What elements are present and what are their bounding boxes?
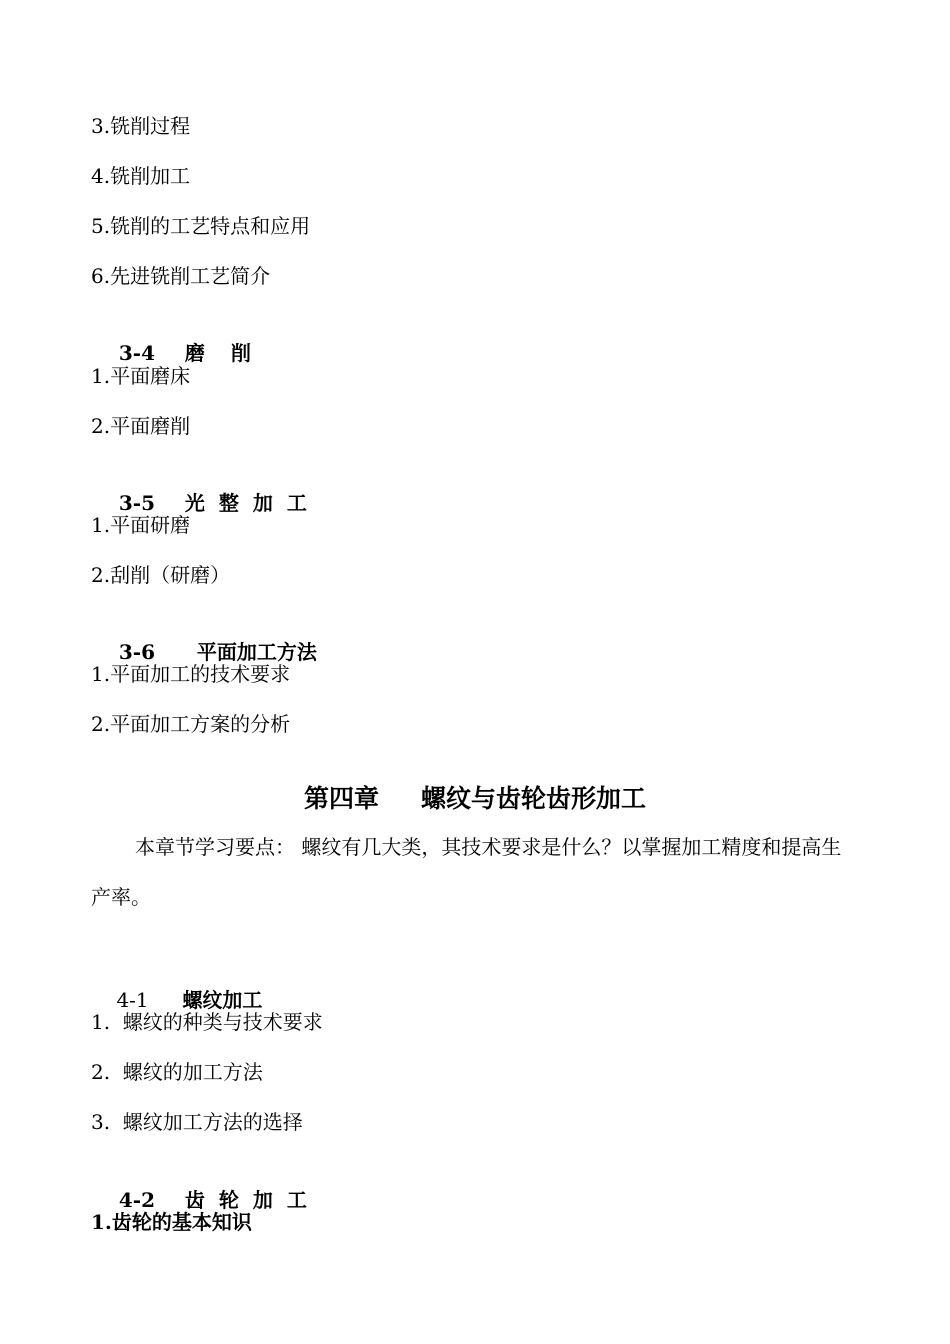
chapter-number: 第四章 <box>303 784 379 813</box>
section-title: 齿轮加工 <box>184 1188 321 1212</box>
list-item-surface-grinding: 2.平面磨削 <box>91 414 191 438</box>
section-number: 3-4 <box>118 341 155 365</box>
list-item-milling-features: 5.铣削的工艺特点和应用 <box>91 214 311 238</box>
list-item-plan-analysis: 2.平面加工方案的分析 <box>91 712 291 736</box>
list-item-surface-grinder: 1.平面磨床 <box>91 364 191 388</box>
list-item-thread-selection: 3. 螺纹加工方法的选择 <box>91 1110 303 1134</box>
list-item-thread-methods: 2. 螺纹的加工方法 <box>91 1060 263 1084</box>
section-number: 3-5 <box>118 491 155 515</box>
list-item-surface-lapping: 1.平面研磨 <box>91 513 191 537</box>
section-title: 光整加工 <box>184 491 321 515</box>
section-number: 4-2 <box>118 1188 155 1212</box>
list-item-technical-requirements: 1.平面加工的技术要求 <box>91 662 291 686</box>
chapter-intro-paragraph: 本章节学习要点： 螺纹有几大类，其技术要求是什么？以掌握加工精度和提高生产率。 <box>91 835 842 909</box>
chapter-title <box>0 782 950 816</box>
list-item-milling-process: 3.铣削过程 <box>91 114 191 138</box>
section-title: 螺纹加工 <box>182 988 263 1012</box>
section-number: 4-1 <box>116 988 149 1012</box>
list-item-gear-basics: 1.齿轮的基本知识 <box>91 1210 252 1234</box>
list-item-thread-types: 1. 螺纹的种类与技术要求 <box>91 1010 323 1034</box>
section-title: 磨削 <box>184 341 277 365</box>
section-title: 平面加工方法 <box>196 640 317 664</box>
list-item-milling-work: 4.铣削加工 <box>91 164 191 188</box>
list-item-scraping: 2.刮削（研磨） <box>91 563 231 587</box>
chapter-name: 螺纹与齿轮齿形加工 <box>421 784 647 813</box>
list-item-advanced-milling: 6.先进铣削工艺简介 <box>91 264 271 288</box>
section-number: 3-6 <box>118 640 155 664</box>
